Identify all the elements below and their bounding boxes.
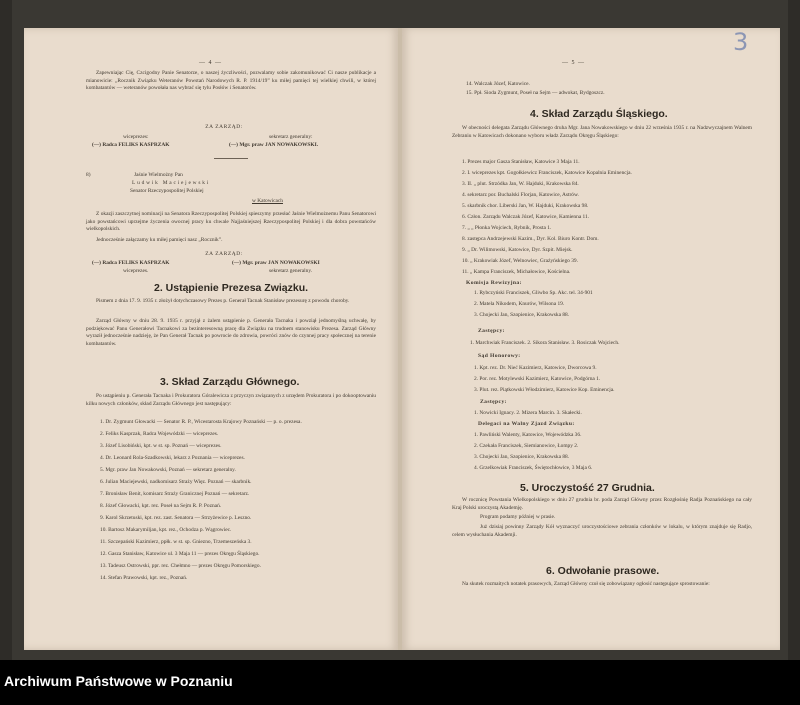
- footer-bar: [0, 660, 800, 705]
- right-page: [402, 28, 780, 650]
- list-item: 1. Dr. Zygmunt Głowacki — Senator R. P., Wicestarosta Krajowy Poznański — p. o. prezesa.: [100, 419, 302, 425]
- list-item: 12. Gasza Stanisław, Katowice ul. 3 Maja 11 — prezes Okręgu Śląskiego.: [100, 551, 260, 557]
- list-item: 1. Rybczyński Franciszek, Gliwbo Sp. Akc. tel. 34-901: [474, 290, 593, 296]
- section-heading-3: 3. Skład Zarządu Głównego.: [160, 376, 300, 388]
- list-item: 1. Kpt. rez. Dr. Nieć Kazimierz, Katowice, Dworcowa 9.: [474, 365, 597, 371]
- za-zarzad-heading: ZA ZARZĄD:: [205, 124, 243, 130]
- nomination-paragraph: Z okazji zaszczytnej nominacji na Senatora Rzeczypospolitej Polskiej spieszymy przesłać Jaśnie Wielmożnemu Panu Senatorowi jako powstańcowi uprzejme życzenia owocnej pracy ku chwale Najjaśniejszej Rzeczypospolitej Polskiej i dla dobra powstańców wielkopolskich.: [86, 211, 376, 233]
- address-line: Jaśnie Wielmożny Pan: [134, 172, 183, 178]
- list-item: 2. Czekała Franciszek, Siemianowice, Łompy 2.: [474, 443, 579, 449]
- board-resolution-paragraph: Zarząd Główny w dniu 28. 9. 1935 r. przyjął z żalem ustąpienie p. Generała Tacnaka i powziął jednomyślną uchwałę, by podziękować Panu Generałowi Tacnakowi za bezinteresowną pracę dla Związku na trudnem stanowisku Prezesa. Zarząd Główny wyraził jednocześnie nadzieję, że Pan Generał Tacnak po powrocie do zdrowia, powróci znów do czynnej pracy społecznej na terenie kombatantów.: [86, 318, 376, 348]
- page-number: — 5 —: [562, 60, 585, 66]
- list-item: 6. Julian Maciejewski, nadkomisarz Straży Więz. Poznań — skarbnik.: [100, 479, 252, 485]
- za-zarzad-heading-2: ZA ZARZĄD:: [205, 251, 243, 257]
- delegates-label: Delegaci na Walny Zjazd Związku:: [478, 421, 575, 427]
- list-item: 3. Chojecki Jan, Szopienice, Krakowska 88.: [474, 312, 570, 318]
- list-item: 15. Ppł. Sioda Zygmunt, Poseł na Sejm — adwokat, Bydgoszcz.: [466, 90, 605, 96]
- list-item: 5. Mgr. praw Jan Nowakowski, Poznań — sekretarz generalny.: [100, 467, 236, 473]
- list-item: 10. „ Krakowiak Józef, Welnowiec, Grażyńskiego 39.: [462, 258, 578, 264]
- list-item: 4. Dr. Leonard Rola-Szadkowski, lekarz z Poznania — wiceprezes.: [100, 455, 245, 461]
- list-item: 8. zastępca Andrzejewski Kazim., Dyr. Kol. Biuro Kontr. Dom.: [462, 236, 599, 242]
- left-binding-edge: [0, 0, 12, 660]
- list-item: 9. Karol Skrzetuski, kpt. rez. zast. Senatora — Strzyżewice p. Leszno.: [100, 515, 252, 521]
- signature2-left-name: (—) Radca FELIKS KASPRZAK: [92, 260, 170, 266]
- press-correction-paragraph: Na skutek rozmaitych notatek prasowych, Zarząd Główny czuł się zobowiązany ogłosić następujące sprostowanie:: [462, 581, 710, 587]
- list-item: 10. Bartosz Makarymiljan, kpt. rez., Ochodza p. Wągrowiec.: [100, 527, 232, 533]
- list-item: 3. Plut. rez. Piątkowski Włodzimierz, Katowice Kop. Eminencja.: [474, 387, 615, 393]
- archive-folio-number: 3: [733, 28, 749, 56]
- signature2-right-role: sekretarz generalny.: [269, 268, 313, 274]
- anniversary-paragraph: W rocznicę Powstania Wielkopolskiego w dniu 27 grudnia br. poda Zarząd Główny przez Rozgłośnię Radja Poznańskiego na cały Kraj Polski uroczystą Akademję.: [452, 497, 752, 511]
- honor-court-label: Sąd Honorowy:: [478, 353, 521, 359]
- section-heading-6: 6. Odwołanie prasowe.: [546, 565, 660, 577]
- list-item: 2. Feliks Kasprzak, Radca Wojewódzki — wiceprezes.: [100, 431, 219, 437]
- list-item: 14. Walczak Józef, Katowice.: [466, 81, 530, 87]
- list-item: 1. Pawliński Walenty, Katowice, Wojewódzka 36.: [474, 432, 582, 438]
- list-item: 13. Tadeusz Ostrowski, ppr. rez. Chełmno — prezes Okręgu Pomorskiego.: [100, 563, 261, 569]
- list-item: 9. „ Dr. Wilimowski, Katowice, Dyr. Szpit. Miejsk.: [462, 247, 573, 253]
- list-item: 14. Stefan Prawowski, kpt. rez., Poznań.: [100, 575, 188, 581]
- intro-paragraph: Zapewniając Cię, Czcigodny Panie Senatorze, o naszej życzliwości, pozwalamy sobie zakomunikować Ci nasze publikacje a mianowicie: „Rocznik Związku Weteranów Powstań Narodowych R. P. 1914/19” ku miłej pamięci tej wielkiej chwili, w której kombatantów — weteranów powołała nas wybrać się tylu Posłów i Senatorów.: [86, 70, 376, 92]
- list-item: 7. „ „ Płonka Wojciech, Rybnik, Prosta 1.: [462, 225, 552, 231]
- signature-right-name: (—) Mgr. praw JAN NOWAKOWSKI.: [229, 142, 319, 148]
- deputies-label: Zastępcy:: [478, 328, 505, 334]
- list-item: 4. sekretarz por. Buchalski Florjan, Katowice, Astrów.: [462, 192, 579, 198]
- address-place: w Katowicach: [252, 198, 283, 204]
- list-item: 11. „ Kampa Franciszek, Michałowice, Kościelna.: [462, 269, 571, 275]
- silesia-intro-paragraph: W obecności delegata Zarządu Głównego druha Mgr. Jana Nowakowskiego w dniu 22 września 1935 r. na Nadzwyczajnem Walnem Zebraniu w Katowicach dokonano wyboru władz Zarządu Okręgu Śląskiego:: [452, 125, 752, 139]
- section-heading-5: 5. Uroczystość 27 Grudnia.: [520, 482, 655, 494]
- resignation-paragraph: Pismem z dnia 17. 9. 1935 r. złożył dotychczasowy Prezes p. Generał Tacnak Stanisław prezesurę z powodu choroby.: [96, 298, 350, 304]
- page-number: — 4 —: [199, 60, 222, 66]
- divider: [214, 158, 248, 159]
- section-heading-2: 2. Ustąpienie Prezesa Związku.: [154, 282, 309, 294]
- list-item: 3. Chojecki Jan, Szopienice, Krakowska 88.: [474, 454, 570, 460]
- program-paragraph: Program podamy później w prasie.: [480, 514, 556, 520]
- signature2-right-name: (—) Mgr. praw JAN NOWAKOWSKI: [232, 260, 320, 266]
- list-item: 11. Szczepański Kazimierz, ppłk. w st. sp. Gniezno, Trzemeszeńska 3.: [100, 539, 252, 545]
- meetings-paragraph: Już dzisiaj powinny Zarządy Kół wyznaczyć uroczystościowe zebrania członków w lokalu, w którym znajduje się Radjo, celem wysłuchania Akademji.: [452, 524, 752, 538]
- address-title: Senator Rzeczypospolitej Polskiej: [130, 188, 204, 194]
- address-number: 8): [86, 172, 91, 178]
- list-item: 1. Nowicki Ignacy. 2. Mizera Marcin. 3. Skałecki.: [474, 410, 582, 416]
- signature-left-role: wiceprezes:: [123, 134, 149, 140]
- list-item: 3. Józef Lisobiński, kpt. w st. sp. Poznań — wiceprezes.: [100, 443, 222, 449]
- list-item: 8. Józef Głowacki, kpt. rez. Poseł na Sejm R. P. Poznań.: [100, 503, 222, 509]
- section-heading-4: 4. Skład Zarządu Śląskiego.: [530, 108, 668, 120]
- list-item: 2. Por. rez. Motylewski Kazimierz, Katowice, Podgórna 1.: [474, 376, 601, 382]
- signature-right-role: sekretarz generalny:: [269, 134, 313, 140]
- list-item: 2. I. wiceprezes kpt. Gogołkiewicz Franciszek, Katowice Kopalnia Eminencja.: [462, 170, 632, 176]
- list-item: 2. Matela Nikodem, Knurów, Wilsona 19.: [474, 301, 565, 307]
- board-composition-paragraph: Po ustąpieniu p. Generała Tacnaka i Prokuratora Góralewicza z przyczyn związanych z urzędem Prokuratora i po dokooptowaniu kilku nowych członków, skład Zarządu Głównego jest następujący:: [86, 393, 376, 407]
- archive-name: Archiwum Państwowe w Poznaniu: [4, 673, 233, 689]
- rocznik-paragraph: Jednocześnie załączamy ku miłej pamięci nasz „Rocznik”.: [96, 237, 223, 243]
- list-item: 1. Prezes major Gasza Stanisław, Katowice 3 Maja 11.: [462, 159, 580, 165]
- list-item: 3. II. „ plut. Strzódka Jan, W. Hajduki, Krakowska 84.: [462, 181, 579, 187]
- list-item: 5. skarbnik chor. Liberski Jan, W. Hajduki, Krakowska 98.: [462, 203, 589, 209]
- right-binding-edge: [788, 0, 800, 660]
- list-item: 7. Bronisław Benit, komisarz Straży Granicznej Poznań — sekretarz.: [100, 491, 250, 497]
- list-item: 1. Marchwiak Franciszek. 2. Sikora Stanisław. 3. Rosiczak Wojciech.: [470, 340, 620, 346]
- left-page: [24, 28, 398, 650]
- deputies-label-2: Zastępcy:: [480, 399, 507, 405]
- signature-left-name: (—) Radca FELIKS KASPRZAK: [92, 142, 170, 148]
- address-name: Ludwik Maciejewski: [132, 180, 211, 186]
- signature2-left-role: wiceprezes.: [123, 268, 149, 274]
- audit-commission-label: Komisja Rewizyjna:: [466, 280, 522, 286]
- list-item: 6. Człon. Zarządu Walczak Józef, Katowice, Kamienna 11.: [462, 214, 590, 220]
- list-item: 4. Grzelkowiak Franciszek, Świętochłowice, 3 Maja 6.: [474, 465, 593, 471]
